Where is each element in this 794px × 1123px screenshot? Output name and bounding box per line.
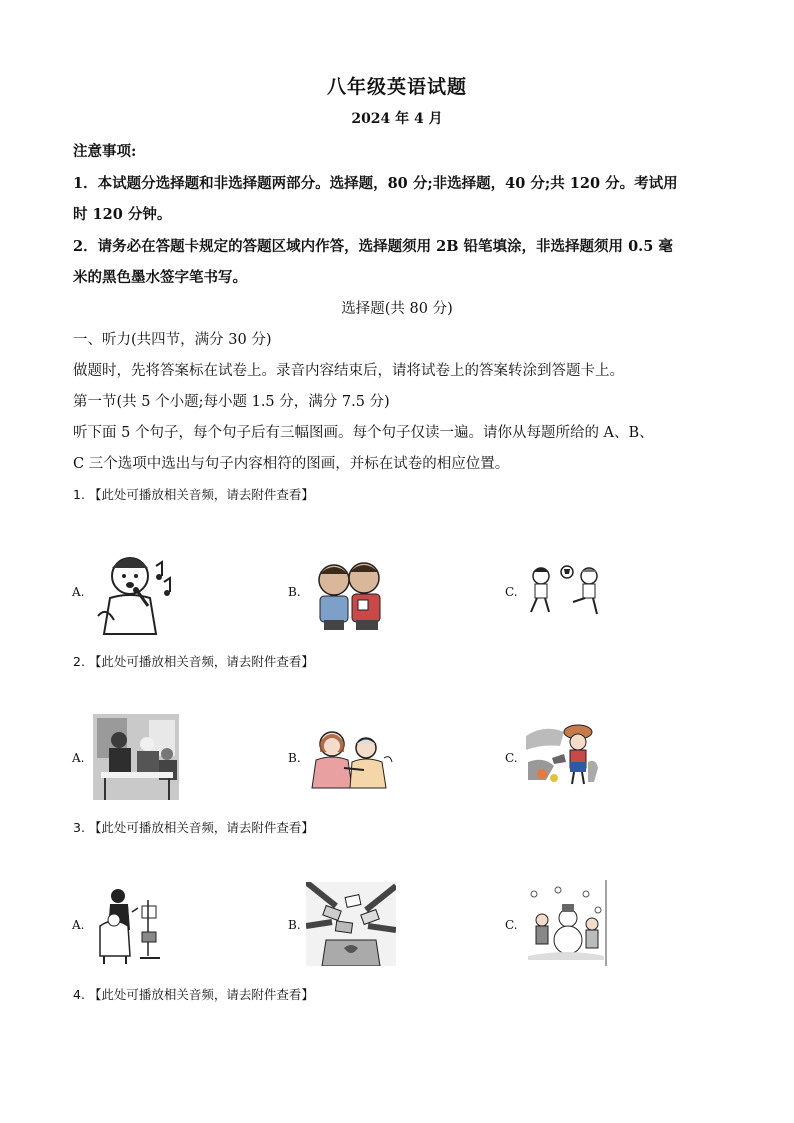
option-a-label[interactable]: A. [72,918,85,932]
part-1-instruction: 做题时，先将答案标在试卷上。录音内容结束后，请将试卷上的答案转涂到答题卡上。 [73,363,624,379]
exam-date: 2024 年 4 月 [351,111,443,127]
part-1-heading: 一、听力(共四节，满分 30 分) [73,332,272,348]
question-3 [73,818,314,836]
section-title: 选择题(共 80 分) [341,301,453,317]
option-a-label[interactable]: A. [72,751,85,765]
option-b-label[interactable]: B. [288,585,301,599]
audio-placeholder[interactable]: 【此处可播放相关音频，请去附件查看】 [88,654,314,669]
option-c-label[interactable]: C. [505,751,518,765]
kids-playing-soccer-image[interactable] [527,562,607,618]
notice-heading: 注意事项: [73,143,137,160]
notice-item-2-line-2: 米的黑色墨水签字笔书写。 [73,269,247,286]
option-c-label[interactable]: C. [505,918,518,932]
question-2 [73,652,314,670]
kids-making-snowman-image[interactable] [524,880,610,966]
question-4 [73,985,314,1003]
elderly-people-at-table-photo[interactable] [93,714,179,800]
hands-donating-money-image[interactable] [306,882,396,966]
question-number: 1. [73,487,85,502]
option-c-label[interactable]: C. [505,585,518,599]
option-b-label[interactable]: B. [288,918,301,932]
question-number: 3. [73,820,85,835]
notice-item-1-line-2: 时 120 分钟。 [73,206,172,223]
section-1-heading: 第一节(共 5 个小题;每小题 1.5 分，满分 7.5 分) [73,394,390,410]
singing-boy-image[interactable] [92,546,178,636]
boy-watering-plants-image[interactable] [524,722,600,788]
girl-helping-grandma-image[interactable] [308,728,394,790]
barber-cutting-hair-image[interactable] [98,886,166,964]
question-1 [73,485,314,503]
section-1-desc-line-2: C 三个选项中选出与句子内容相符的图画，并标在试卷的相应位置。 [73,456,510,472]
audio-placeholder[interactable]: 【此处可播放相关音频，请去附件查看】 [88,487,314,502]
option-b-label[interactable]: B. [288,751,301,765]
section-1-desc-line-1: 听下面 5 个句子，每个句子后有三幅图画。每个句子仅读一遍。请你从每题所给的 A、B、 [73,425,654,441]
option-a-label[interactable]: A. [72,585,85,599]
notice-item-1-line-1: 1．本试题分选择题和非选择题两部分。选择题，80 分;非选择题，40 分;共 120 分。考试用 [73,175,678,192]
question-number: 2. [73,654,85,669]
notice-item-2-line-1: 2．请务必在答题卡规定的答题区域内作答，选择题须用 2B 铅笔填涂，非选择题须用 0.5 毫 [73,238,673,255]
page-title: 八年级英语试题 [326,76,467,98]
question-number: 4. [73,987,85,1002]
two-boys-fighting-image[interactable] [308,558,392,632]
audio-placeholder[interactable]: 【此处可播放相关音频，请去附件查看】 [88,987,314,1002]
audio-placeholder[interactable]: 【此处可播放相关音频，请去附件查看】 [88,820,314,835]
